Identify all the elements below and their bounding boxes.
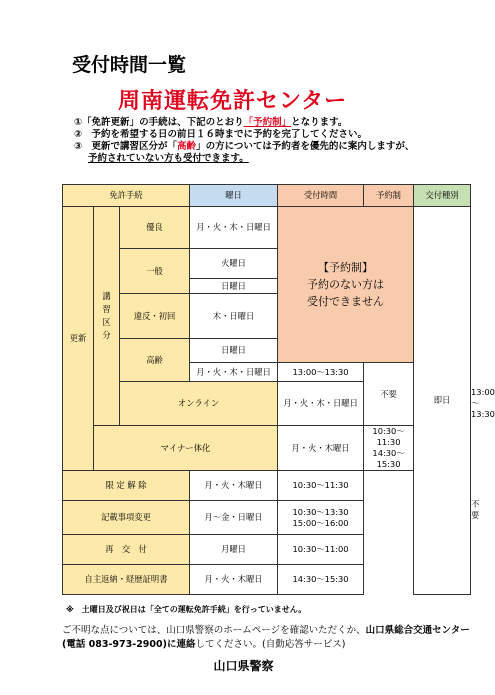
- reserve-box-line-2: 予約のない方は: [307, 278, 385, 291]
- day-online: 月・火・木・日曜日: [278, 382, 364, 426]
- note-1-red: 「予約制」: [243, 117, 292, 128]
- lecture-class-label: 講 習 区 分: [94, 207, 120, 426]
- time-mynumber-2: 14:30～15:30: [372, 448, 405, 469]
- reserve-box: [278, 207, 414, 363]
- time-korei-2: 13:00～13:30: [278, 363, 364, 382]
- renewal-label: 更新: [63, 207, 94, 471]
- header-reservation: 予約制: [364, 185, 414, 207]
- proc-gentei: 限 定 解 除: [63, 471, 190, 501]
- note-3-line2: 予約されていない方も受付できます。: [88, 153, 249, 164]
- note-1-mid: 」の手続は、下記のとおり: [129, 117, 244, 128]
- contact-text: [62, 624, 482, 652]
- page-title: 受付時間一覧: [72, 54, 187, 76]
- note-2: ② 予約を希望する日の前日１６時までに予約を完了してください。: [74, 129, 368, 140]
- note-1: [74, 117, 414, 129]
- class-korei: 高齢: [120, 339, 190, 382]
- day-yuryo: 月・火・木・日曜日: [190, 207, 278, 249]
- note-3-suffix: 」の方については予約者を優先的に案内しますが、: [196, 141, 415, 152]
- day-jishu: 月・火・木曜日: [190, 565, 278, 595]
- day-korei-1: 日曜日: [190, 339, 278, 363]
- day-ippan-1: 火曜日: [190, 249, 278, 279]
- note-1-suffix: となります。: [291, 117, 348, 128]
- time-kisai: [278, 501, 364, 535]
- reserve-box-line-1: 【予約制】: [318, 261, 374, 274]
- contact-bold: 山口県総合交通センター(電話 083-973-2900)に連絡: [62, 625, 470, 650]
- time-saikofu: 10:30～11:00: [278, 535, 364, 565]
- day-ihan: 木・日曜日: [190, 294, 278, 339]
- reservation-fuyou-1: 不要: [364, 363, 414, 426]
- header-time: 受付時間: [278, 185, 364, 207]
- notes: [74, 117, 414, 165]
- class-yuryo: 優良: [120, 207, 190, 249]
- day-saikofu: 月曜日: [190, 535, 278, 565]
- note-1-prefix: ①「: [74, 117, 92, 128]
- contact-suffix: してください。(自動応答サービス): [195, 639, 346, 650]
- reserve-box-line-3: 受付できません: [307, 295, 385, 308]
- footnote: ※ 土曜日及び祝日は「全ての運転免許手続」を行っていません。: [66, 605, 307, 614]
- note-1-bold: 免許更新: [91, 117, 130, 128]
- time-jishu: 14:30～15:30: [278, 565, 364, 595]
- proc-kisai: 記載事項変更: [63, 501, 190, 535]
- class-ihan: 違反・初回: [120, 294, 190, 339]
- day-ippan-2: 日曜日: [190, 279, 278, 294]
- header-day: 曜日: [190, 185, 278, 207]
- time-mynumber: [364, 426, 414, 471]
- issue-sokujitsu: 即日: [433, 395, 451, 405]
- note-3-prefix: ③ 更新で講習区分が「: [74, 141, 178, 152]
- note-3: [74, 141, 414, 153]
- issue-column: [414, 207, 471, 595]
- police-name: 山口県警察: [213, 659, 274, 673]
- contact-prefix: ご不明な点については、山口県警察のホームページを確認いただくか、: [62, 625, 366, 636]
- header-procedure: 免許手続: [63, 185, 190, 207]
- time-gentei: 10:30～11:30: [278, 471, 364, 501]
- proc-mynumber: マイナー体化: [94, 426, 278, 471]
- time-kisai-1: 10:30～13:30: [292, 506, 349, 517]
- proc-saikofu: 再 交 付: [63, 535, 190, 565]
- class-ippan: 一般: [120, 249, 190, 294]
- time-mynumber-1: 10:30～11:30: [372, 426, 405, 447]
- header-issue: 交付種別: [414, 185, 471, 207]
- note-3-key: 高齢: [177, 141, 197, 152]
- schedule-table: 免許手続 曜日 受付時間 予約制 交付種別 更新 講 習 区 分 優良 月・火・木・日曜日 【予約制】 予約のない方は 受付できません 即日 一般 火曜日 日曜日 違反・初回 木・日曜日 高齢 日曜日 月・火・木・日曜日 13:00～13:30 不要 オンライン 月・火・木・日曜日 13:00～13:30 マイナー体化 月・火・木曜日 10:30～11:30 14:30～15:30 不要 限 定 解 除 月・火・木曜日 10:30～11:30 記載事項変更 月～金・日曜日 10:30～13:30 15:00～16:00 再 交 付 月曜日 10:30～11:00 自主返納・経歴証明書 月・火・木曜日 14:30～15:30: [62, 184, 471, 595]
- day-korei-2: 月・火・木・日曜日: [190, 363, 278, 382]
- day-gentei: 月・火・木曜日: [190, 471, 278, 501]
- day-mynumber: 月・火・木曜日: [278, 426, 364, 471]
- class-online: オンライン: [120, 382, 278, 426]
- center-name: 周南運転免許センター: [118, 89, 348, 114]
- time-kisai-2: 15:00～16:00: [292, 517, 349, 528]
- proc-jishu: 自主返納・経歴証明書: [63, 565, 190, 595]
- day-kisai: 月～金・日曜日: [190, 501, 278, 535]
